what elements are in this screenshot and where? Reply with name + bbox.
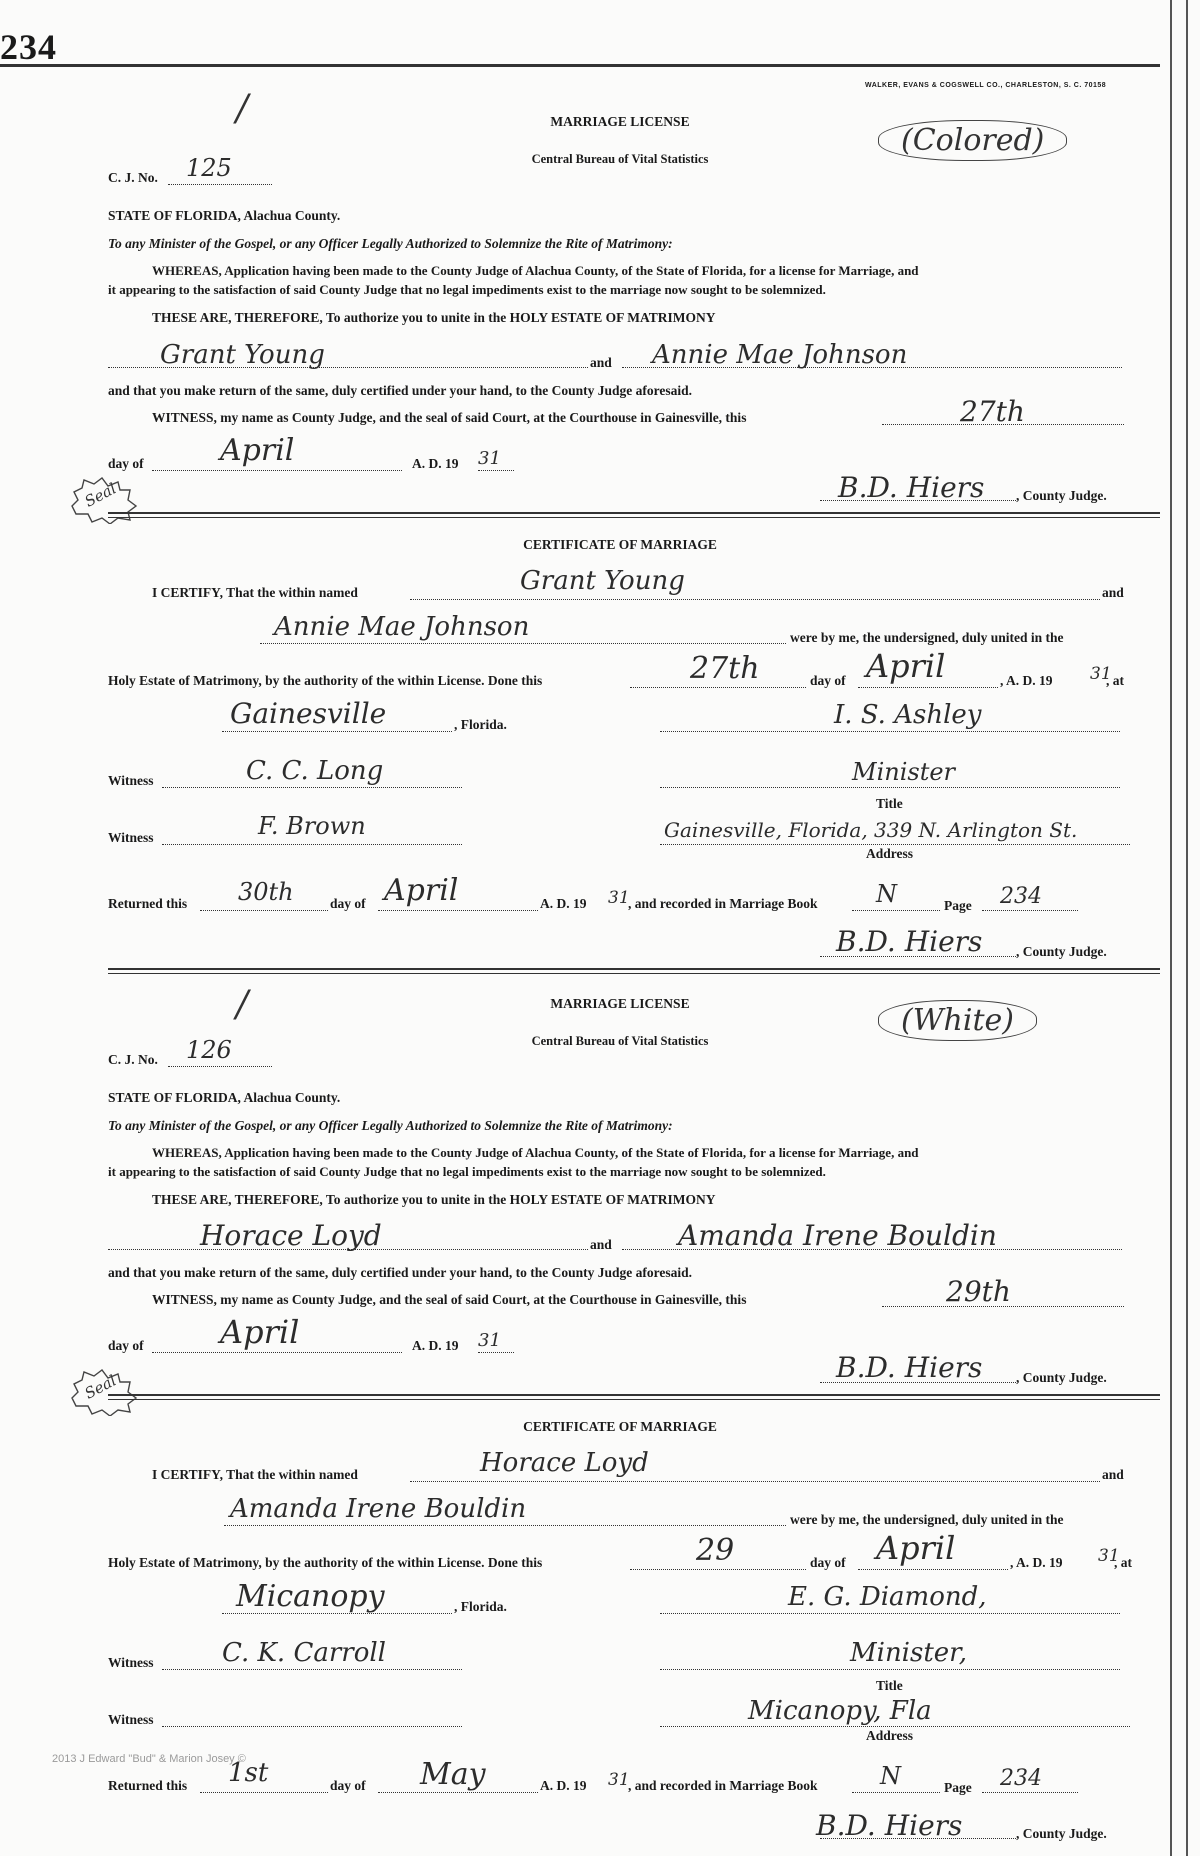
ad-label: A. D. 19 (412, 1338, 459, 1353)
court-seal (70, 1368, 138, 1416)
address-line (660, 1726, 1130, 1727)
returned-year: 31 (608, 1770, 630, 1790)
certificate-title: CERTIFICATE OF MARRIAGE (523, 537, 717, 552)
cert-month: April (876, 1529, 956, 1567)
authorize-line: THESE ARE, THEREFORE, To authorize you to unite in the HOLY ESTATE OF MATRIMONY (152, 1192, 716, 1207)
page-edge (1186, 0, 1188, 1856)
returned-day-line (200, 910, 328, 911)
license-month: April (220, 433, 295, 468)
witness-line (162, 844, 462, 845)
section-divider (108, 512, 1160, 518)
whereas-line: it appearing to the satisfaction of said County Judge that no legal impediments exist to the marriage now sought to be solemnized. (108, 1164, 826, 1179)
return-line: and that you make return of the same, duly certified under your hand, to the County Judge aforesaid. (108, 1265, 693, 1280)
cert-bride: Annie Mae Johnson (274, 612, 530, 642)
day-line (630, 1569, 806, 1570)
page-number: 234 (0, 27, 57, 67)
groom-name: Grant Young (160, 340, 325, 370)
day-of-label: day of (108, 456, 144, 471)
witness-2: F. Brown (258, 812, 366, 840)
record-divider (108, 968, 1160, 974)
judge-signature: B.D. Hiers (836, 1351, 983, 1384)
judge-label: , County Judge. (1016, 1370, 1107, 1385)
license-year: 31 (478, 448, 501, 469)
day-line (630, 687, 806, 688)
day-of-label: day of (810, 1555, 846, 1570)
returned-month-line (378, 1792, 538, 1793)
florida-label: , Florida. (454, 717, 507, 732)
copyright-watermark: 2013 J Edward "Bud" & Marion Josey © (52, 1753, 246, 1765)
witness-1: C. C. Long (246, 756, 384, 786)
holy-label: Holy Estate of Matrimony, by the authority of the within License. Done this (108, 1555, 543, 1570)
address-label: Address (866, 846, 914, 861)
title-line (660, 1669, 1120, 1670)
cert-bride: Amanda Irene Bouldin (230, 1494, 527, 1524)
officiant-title: Minister, (850, 1638, 968, 1668)
recorded-page: 234 (1000, 884, 1042, 909)
marriage-book: N (880, 1762, 901, 1790)
returned-day: 1st (228, 1758, 269, 1788)
marriage-book: N (876, 880, 897, 908)
license-year: 31 (478, 1330, 501, 1351)
returned-year: 31 (608, 888, 630, 908)
day-of-label: day of (108, 1338, 144, 1353)
page-edge (1170, 0, 1172, 1856)
witness-label: Witness (108, 1712, 154, 1727)
judge-label: , County Judge. (1016, 944, 1107, 959)
bride-name: Annie Mae Johnson (652, 340, 908, 370)
day-of-label: day of (810, 673, 846, 688)
title-label: Title (876, 796, 903, 811)
cert-month: April (866, 647, 946, 685)
returned-month: April (384, 873, 459, 908)
and-label: and (1102, 585, 1124, 600)
returned-label: Returned this (108, 896, 188, 911)
bride-line (224, 1525, 786, 1526)
printer-imprint: WALKER, EVANS & COGSWELL CO., CHARLESTON, S. C. 70158 (865, 82, 1107, 89)
page-line (982, 1792, 1078, 1793)
certify-label: I CERTIFY, That the within named (152, 585, 358, 600)
and-label: and (590, 355, 612, 370)
officiant-title: Minister (852, 758, 956, 786)
check-mark: / (236, 984, 249, 1025)
cert-year: 31 (1090, 664, 1112, 684)
officiant-signature: I. S. Ashley (834, 700, 982, 730)
cert-place: Micanopy (236, 1579, 385, 1614)
judge-signature: B.D. Hiers (836, 925, 983, 958)
license-day: 29th (946, 1275, 1011, 1308)
florida-label: , Florida. (454, 1599, 507, 1614)
at-label: , at (1114, 1555, 1132, 1570)
judge-signature: B.D. Hiers (816, 1809, 963, 1842)
judge-label: , County Judge. (1016, 488, 1107, 503)
bride-line (260, 643, 786, 644)
ad-label: , A. D. 19 (1010, 1555, 1063, 1570)
address-label: Address (866, 1728, 914, 1743)
cert-place: Gainesville (230, 697, 387, 730)
top-rule (0, 64, 1160, 67)
returned-day-line (200, 1792, 328, 1793)
witness-label: Witness (108, 773, 154, 788)
recorded-page: 234 (1000, 1766, 1042, 1791)
bureau-title: Central Bureau of Vital Statistics (531, 152, 709, 166)
page-label: Page (944, 1780, 972, 1795)
whereas-line: it appearing to the satisfaction of said County Judge that no legal impediments exist to the marriage now sought to be solemnized. (108, 282, 826, 297)
certify-label: I CERTIFY, That the within named (152, 1467, 358, 1482)
cert-day: 29 (696, 1533, 735, 1568)
officiant-signature: E. G. Diamond, (788, 1582, 987, 1612)
state-line: STATE OF FLORIDA, Alachua County. (108, 208, 341, 223)
seal-label: Seal (81, 1371, 120, 1403)
judge-signature: B.D. Hiers (838, 471, 985, 504)
address-line (660, 844, 1130, 845)
cj-no-label: C. J. No. (108, 170, 158, 185)
at-label: , at (1106, 673, 1124, 688)
and-label: and (590, 1237, 612, 1252)
state-line: STATE OF FLORIDA, Alachua County. (108, 1090, 341, 1105)
authorize-line: THESE ARE, THEREFORE, To authorize you to unite in the HOLY ESTATE OF MATRIMONY (152, 310, 716, 325)
day-of-label: day of (330, 1778, 366, 1793)
license-title: MARRIAGE LICENSE (550, 114, 690, 129)
year-line (478, 1352, 514, 1353)
cj-no-value: 125 (186, 154, 232, 182)
and-label: and (1102, 1467, 1124, 1482)
title-line (660, 787, 1120, 788)
cert-groom: Horace Loyd (480, 1448, 649, 1478)
cert-day: 27th (690, 651, 760, 686)
book-line (852, 1792, 940, 1793)
cj-no-value: 126 (186, 1036, 232, 1064)
cj-no-label: C. J. No. (108, 1052, 158, 1067)
page-line (982, 910, 1078, 911)
page-label: Page (944, 898, 972, 913)
witness-line (162, 1669, 462, 1670)
witness-label: Witness (108, 1655, 154, 1670)
returned-month: May (420, 1757, 486, 1792)
officiant-address: Micanopy, Fla (748, 1696, 932, 1726)
month-line (858, 1569, 1008, 1570)
cj-no-line (168, 1066, 272, 1067)
title-label: Title (876, 1678, 903, 1693)
cert-groom: Grant Young (520, 566, 685, 596)
month-line (858, 687, 998, 688)
address-line: To any Minister of the Gospel, or any Officer Legally Authorized to Solemnize the Rite of Matrimony: (108, 236, 673, 251)
groom-name: Horace Loyd (200, 1219, 382, 1252)
witness-line: WITNESS, my name as County Judge, and the seal of said Court, at the Courthouse in Gainesville, this (152, 1292, 747, 1307)
race-annotation: (Colored) (878, 120, 1067, 161)
place-line (222, 731, 452, 732)
address-line: To any Minister of the Gospel, or any Officer Legally Authorized to Solemnize the Rite of Matrimony: (108, 1118, 673, 1133)
officiant-line (660, 1613, 1120, 1614)
ad-label: A. D. 19 (540, 1778, 587, 1793)
returned-label: Returned this (108, 1778, 188, 1793)
recorded-label: , and recorded in Marriage Book (628, 896, 818, 911)
cert-year: 31 (1098, 1546, 1120, 1566)
license-day: 27th (960, 395, 1025, 428)
cj-no-line (168, 184, 272, 185)
bureau-title: Central Bureau of Vital Statistics (531, 1034, 709, 1048)
ad-label: A. D. 19 (540, 896, 587, 911)
united-label: were by me, the undersigned, duly united in the (790, 630, 1064, 645)
year-line (478, 470, 514, 471)
witness-line (162, 787, 462, 788)
recorded-label: , and recorded in Marriage Book (628, 1778, 818, 1793)
section-divider (108, 1394, 1160, 1400)
whereas-line: WHEREAS, Application having been made to the County Judge of Alachua County, of the State of Florida, for a license for Marriage, and (152, 1145, 919, 1160)
holy-label: Holy Estate of Matrimony, by the authority of the within License. Done this (108, 673, 543, 688)
book-line (852, 910, 940, 911)
race-annotation: (White) (878, 1000, 1037, 1041)
ad-label: A. D. 19 (412, 456, 459, 471)
license-title: MARRIAGE LICENSE (550, 996, 690, 1011)
whereas-line: WHEREAS, Application having been made to the County Judge of Alachua County, of the State of Florida, for a license for Marriage, and (152, 263, 919, 278)
certificate-title: CERTIFICATE OF MARRIAGE (523, 1419, 717, 1434)
witness-1: C. K. Carroll (222, 1638, 386, 1668)
witness-label: Witness (108, 830, 154, 845)
day-of-label: day of (330, 896, 366, 911)
month-line (152, 1352, 402, 1353)
month-line (152, 470, 402, 471)
groom-line (410, 1481, 1100, 1482)
witness-line: WITNESS, my name as County Judge, and the seal of said Court, at the Courthouse in Gainesville, this (152, 410, 747, 425)
returned-month-line (378, 910, 538, 911)
license-month: April (220, 1313, 300, 1351)
groom-line (410, 599, 1100, 600)
united-label: were by me, the undersigned, duly united in the (790, 1512, 1064, 1527)
ad-label: , A. D. 19 (1000, 673, 1053, 688)
check-mark: / (236, 88, 249, 129)
witness-line (162, 1726, 462, 1727)
seal-label: Seal (81, 479, 120, 511)
returned-day: 30th (238, 878, 294, 906)
return-line: and that you make return of the same, duly certified under your hand, to the County Judge aforesaid. (108, 383, 693, 398)
judge-label: , County Judge. (1016, 1826, 1107, 1841)
officiant-address: Gainesville, Florida, 339 N. Arlington St. (664, 818, 1078, 842)
officiant-line (660, 731, 1120, 732)
bride-name: Amanda Irene Bouldin (678, 1219, 997, 1252)
